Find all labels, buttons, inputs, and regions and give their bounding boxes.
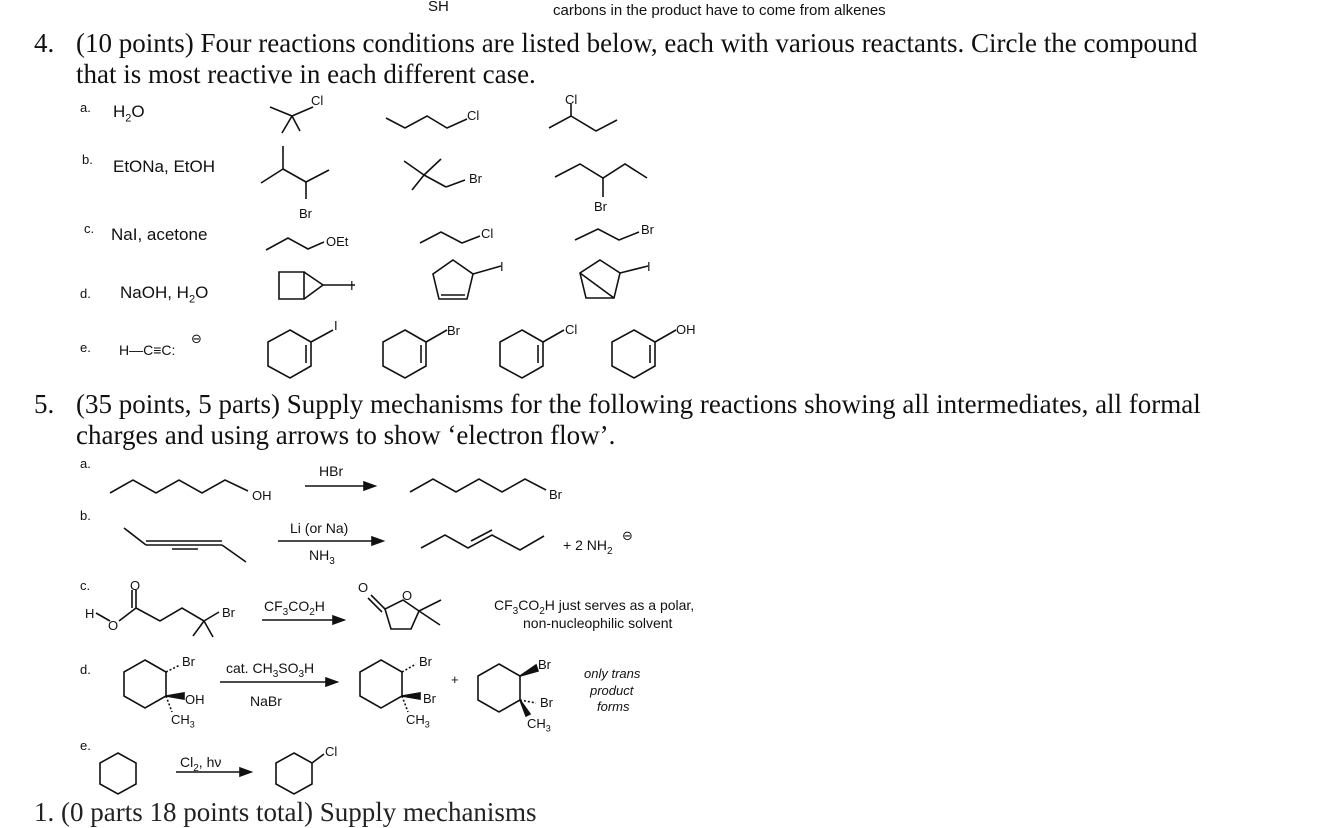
q4b-letter: b. [82,152,93,167]
q4c-letter: c. [84,221,95,236]
q5c-n-co: CO [518,597,540,613]
q5d-reactant[interactable] [124,660,184,712]
q5c-r-sub2: 2 [309,606,315,618]
q5b-arrow-icon [278,537,383,545]
q5c-atom-br: Br [222,605,235,620]
q5c-atom-h: H [85,606,95,621]
q5d-reactant-br: Br [182,654,195,669]
q4c2-cl: Cl [481,226,494,241]
q4e-charge-icon: ⊖ [191,331,202,346]
q4a2-cl: Cl [467,108,480,123]
q4d-cond-main: NaOH, H [120,283,189,302]
q5c-atom-o1: O [130,578,141,593]
q5d-rt-tail: H [304,660,315,676]
q5d-note-line1: only trans [584,666,641,681]
q5c-product[interactable] [368,595,441,629]
q4c1-oet: OEt [326,234,349,249]
q4-title-line2: that is most reactive in each different case. [76,59,536,89]
q4a-cond-h: H [113,102,126,121]
q4d3-i: I [647,259,651,274]
q4-title-line1: (10 points) Four reactions conditions are listed below, each with various reactants. Circle the compound [76,28,1198,58]
q4d2-i: I [500,259,504,274]
q4a1-cl: Cl [311,93,324,108]
q5d-p1-ch-sub: 3 [424,719,430,730]
q5c-product-o2: O [402,588,413,603]
q5d-plus: + [451,672,459,687]
q5d-note-line2: product [590,683,634,698]
q4e3-cl: Cl [565,322,578,337]
q5c-n-tail: H just serves as a polar, [544,597,695,613]
q5c-r-co: CO [288,598,310,614]
q5e-letter: e. [80,738,91,753]
q5e-product-cl: Cl [325,744,338,759]
q5b-charge-icon: ⊖ [622,528,633,543]
q5c-r-cf: CF [264,598,283,614]
q5d-p2-ch: CH [527,716,546,731]
q5d-rt-sub2: 3 [298,668,305,680]
q5d-reactant-oh: OH [185,692,205,707]
q5a-reactant[interactable] [110,480,248,493]
q5b-letter: b. [80,508,91,523]
q5d-ch-sub: 3 [189,719,195,730]
q5d-product-1[interactable] [360,660,420,712]
q5-number: 5. [34,389,55,419]
q4b3-br: Br [594,199,607,214]
q5a-product-br: Br [549,487,562,502]
q4a-cond-o: O [131,102,145,121]
q5c-arrow-icon [262,616,344,624]
q5-title-line2: charges and using arrows to show ‘electron flow’. [76,420,616,450]
q5b-nh-sub: 3 [329,555,335,567]
q5d-p1-ch: CH [406,712,425,727]
q5d-p1-br-top: Br [419,654,432,669]
q4c-condition: NaI, acetone [111,225,208,244]
q4d-cond-o: O [195,283,209,302]
q4a-letter: a. [80,100,91,115]
q5c-n-sub2: 2 [539,605,545,617]
q4a3-cl: Cl [565,92,578,107]
q4d-cond-sub: 2 [188,293,196,306]
q5c-note-line2: non-nucleophilic solvent [523,615,673,631]
q5b-reactant[interactable] [124,528,246,562]
q5e-product[interactable] [276,753,324,794]
q5a-letter: a. [80,456,91,471]
header-sh-label: SH [428,0,449,15]
header-note: carbons in the product have to come from alkenes [553,2,886,19]
q5a-product[interactable] [410,479,546,492]
q5b-byproduct-main: + 2 NH [563,537,607,553]
q4d-letter: d. [80,286,91,301]
q5b-reagent-top: Li (or Na) [290,520,349,536]
q4b2-br: Br [469,171,482,186]
q5d-note-line3: forms [597,699,630,714]
q5e-hv: , hν [198,754,222,770]
q5a-reactant-oh: OH [252,488,272,503]
q5e-reactant[interactable] [100,753,136,794]
q5d-product-2[interactable] [478,664,538,716]
q5e-arrow-icon [176,768,251,776]
q5c-product-o1: O [358,580,369,595]
q5c-r-h: H [314,598,325,614]
q4b-condition: EtONa, EtOH [113,157,216,176]
q5d-letter: d. [80,662,91,677]
q5e-cl-sub: 2 [193,762,199,774]
q5a-arrow-icon [305,482,375,490]
q5d-p2-ch-sub: 3 [545,723,551,734]
footer-cut-text: 1. (0 parts 18 points total) Supply mechanisms [34,797,537,827]
q5c-r-sub1: 3 [282,606,289,618]
q5b-byproduct-sub: 2 [606,545,613,557]
q5e-cl: Cl [180,754,194,770]
q4e2-br: Br [447,323,460,338]
q5d-p2-br-bottom: Br [540,695,553,710]
q4e4-oh: OH [676,322,696,337]
q4e-letter: e. [80,340,91,355]
q5-title-line1: (35 points, 5 parts) Supply mechanisms for the following reactions showing all intermediates, all formal [76,389,1201,419]
q4c3-br: Br [641,222,654,237]
q4b1-br: Br [299,206,312,221]
q5d-rt-sub: 3 [272,668,279,680]
q5d-ch: CH [171,712,190,727]
q5d-p2-br-top: Br [538,657,551,672]
q5c-n-cf: CF [494,597,513,613]
q5d-reagent-bottom: NaBr [250,693,282,709]
q4a-cond-sub: 2 [125,112,132,125]
q4-number: 4. [34,28,55,58]
q5a-reagent: HBr [319,463,344,479]
q4d1-i: I [350,278,354,293]
q4e-condition: H—C≡C: [119,342,176,358]
q4e1-i: I [334,318,338,333]
q5d-rt-post: SO [278,660,299,676]
q5c-letter: c. [80,578,91,593]
q5c-reactant[interactable] [96,590,219,637]
q5d-p1-br-bottom: Br [423,691,436,706]
q5b-nh: NH [309,547,330,563]
q5b-product[interactable] [421,530,544,550]
q5c-atom-o2: O [108,618,119,633]
q5d-arrow-icon [220,678,337,686]
q5c-n-sub1: 3 [512,605,519,617]
q5d-rt-pre: cat. CH [226,660,273,676]
